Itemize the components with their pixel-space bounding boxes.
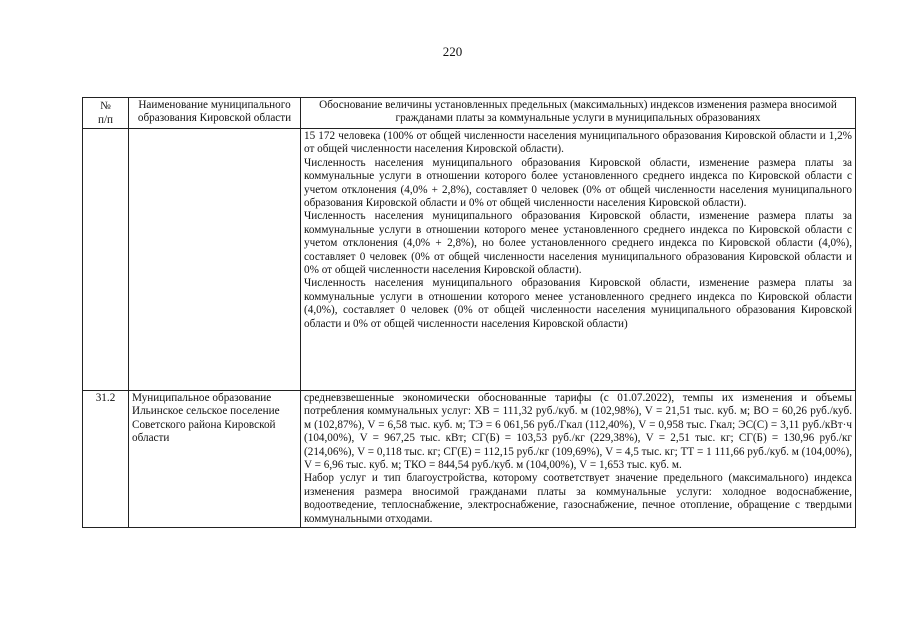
table-header-row (83, 98, 856, 129)
row-justification-cell (301, 391, 856, 528)
page-number: 220 (442, 44, 463, 59)
row-name-cell (129, 129, 301, 391)
row-justification-cell (301, 129, 856, 391)
row-name-cell: Муниципальное образование Ильинское сельское поселение Советского района Кировской области (129, 391, 301, 528)
paragraph: Численность населения муниципального образования Кировской области, изменение размера платы за коммунальные услуги в отношении которого менее установленного среднего индекса по Кировской области с учетом отклонения (4,0% + 2,8%), но более установленного среднего индекса по Кировской области (4,0%), составляет 0 человек (0% от общей численности населения муниципального образования Кировской области и 0% от общей численности населения Кировской области). (304, 210, 852, 277)
header-name: Наименование муниципального образования Кировской области (129, 98, 301, 129)
tariff-justification-table (82, 97, 856, 528)
paragraph: Численность населения муниципального образования Кировской области, изменение размера платы за коммунальные услуги в отношении которого менее установленного среднего индекса по Кировской области (4,0%), составляет 0 человек (0% от общей численности населения муниципального образования Кировской области и 0% от общей численности населения Кировской области) (304, 277, 852, 330)
row-num-cell: 31.2 (83, 391, 129, 528)
header-num (83, 98, 129, 129)
table-row-31-2 (83, 391, 856, 528)
paragraph: средневзвешенные экономически обоснованные тарифы (с 01.07.2022), темпы их изменения и объемы потребления коммунальных услуг: ХВ = 111,32 руб./куб. м (102,98%), V = 21,51 тыс. куб. м; ВО = 60,26 руб./куб. м (102,87%), V = 6,58 тыс. куб. м; ТЭ = 6 061,56 руб./Гкал (112,40%), V = 0,958 тыс. Гкал; ЭС(С) = 3,11 руб./кВт·ч (104,00%), V = 967,25 тыс. кВт; СГ(Б) = 103,53 руб./кг (229,38%), V = 2,51 тыс. кг; СГ(Б) = 130,96 руб./кг (214,06%), V = 0,118 тыс. кг; СГ(Е) = 112,15 руб./кг (109,69%), V = 4,5 тыс. кг; ТТ = 1 111,66 руб./куб. м (104,00%), V = 6,96 тыс. куб. м; ТКО = 844,54 руб./куб. м (104,00%), V = 1,653 тыс. куб. м. (304, 392, 852, 472)
paragraph: 15 172 человека (100% от общей численности населения муниципального образования Кировской области и 1,2% от общей численности населения Кировской области). (304, 130, 852, 156)
paragraph: Набор услуг и тип благоустройства, которому соответствует значение предельного (максимального) индекса изменения размера вносимой гражданами платы за коммунальные услуги: холодное водоснабжение, водоотведение, теплоснабжение, электроснабжение, газоснабжение, печное отопление, обращение с твердыми коммунальными отходами. (304, 472, 852, 525)
paragraph: Численность населения муниципального образования Кировской области, изменение размера платы за коммунальные услуги в отношении которого более установленного среднего индекса по Кировской области с учетом отклонения (4,0% + 2,8%), составляет 0 человек (0% от общей численности населения муниципального образования Кировской области и 0% от общей численности населения Кировской области). (304, 156, 852, 210)
header-num-text: № п/п (97, 100, 114, 126)
table-row-continuation (83, 129, 856, 391)
row-num-cell (83, 129, 129, 391)
header-justification: Обоснование величины установленных предельных (максимальных) индексов изменения размера вносимой гражданами платы за коммунальные услуги в муниципальных образованиях (301, 98, 856, 129)
